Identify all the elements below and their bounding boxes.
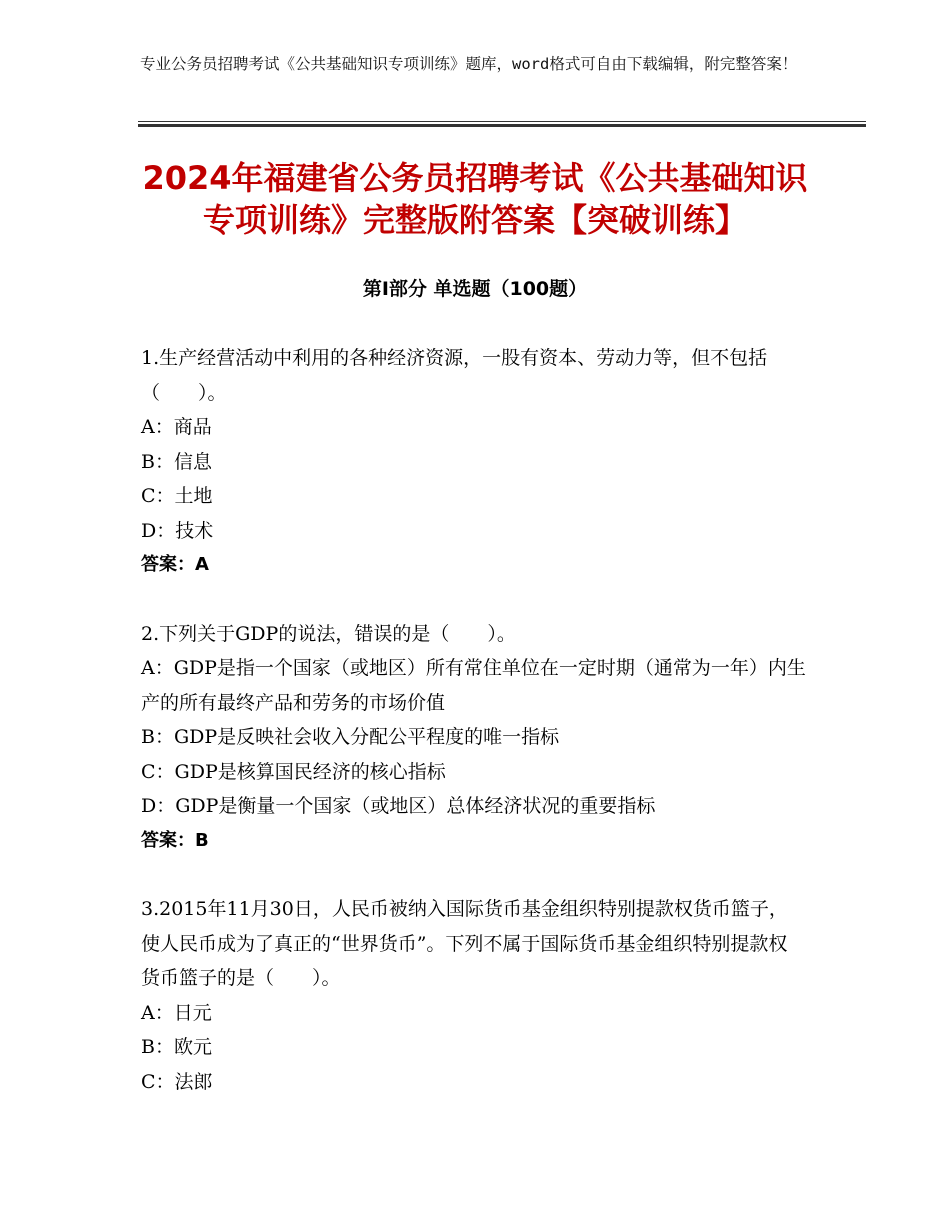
option-d: D：技术 xyxy=(141,519,214,542)
header-divider-thin xyxy=(138,121,866,122)
question-list xyxy=(141,341,806,1133)
question-stem: 3.2015年11月30日，人民币被纳入国际货币基金组织特别提款权货币篮子，使人民币成为了真正的“世界货币”。下列不属于国际货币基金组织特别提款权货币篮子的是（ ）。 xyxy=(141,898,788,989)
option-a: A：日元 xyxy=(141,1001,212,1024)
option-b: B：信息 xyxy=(141,450,212,473)
option-d: D：GDP是衡量一个国家（或地区）总体经济状况的重要指标 xyxy=(141,795,656,817)
question-stem: 1.生产经营活动中利用的各种经济资源，一股有资本、劳动力等，但不包括（ ）。 xyxy=(141,347,768,404)
option-c: C：土地 xyxy=(141,485,213,507)
option-c: C：GDP是核算国民经济的核心指标 xyxy=(141,760,446,783)
document-title: 2024年福建省公务员招聘考试《公共基础知识专项训练》完整版附答案【突破训练】 xyxy=(142,159,808,239)
answer-label: 答案：A xyxy=(141,554,209,575)
header-note: 专业公务员招聘考试《公共基础知识专项训练》题库，word格式可自由下载编辑，附完整答案！ xyxy=(140,55,798,73)
question-stem: 2.下列关于GDP的说法，错误的是（ ）。 xyxy=(141,622,516,645)
option-c: C：法郎 xyxy=(141,1070,213,1093)
option-b: B：GDP是反映社会收入分配公平程度的唯一指标 xyxy=(141,726,560,748)
section-title: 第Ⅰ部分 单选题（100题） xyxy=(362,278,588,300)
header-divider-thick xyxy=(138,124,866,127)
answer-label: 答案：B xyxy=(141,829,209,851)
question-3 xyxy=(141,892,806,1099)
option-a: A：商品 xyxy=(141,416,212,438)
question-1 xyxy=(141,341,806,583)
question-2 xyxy=(141,617,806,859)
option-a: A：GDP是指一个国家（或地区）所有常住单位在一定时期（通常为一年）内生产的所有最终产品和劳务的市场价值 xyxy=(141,657,806,714)
option-b: B：欧元 xyxy=(141,1036,212,1058)
